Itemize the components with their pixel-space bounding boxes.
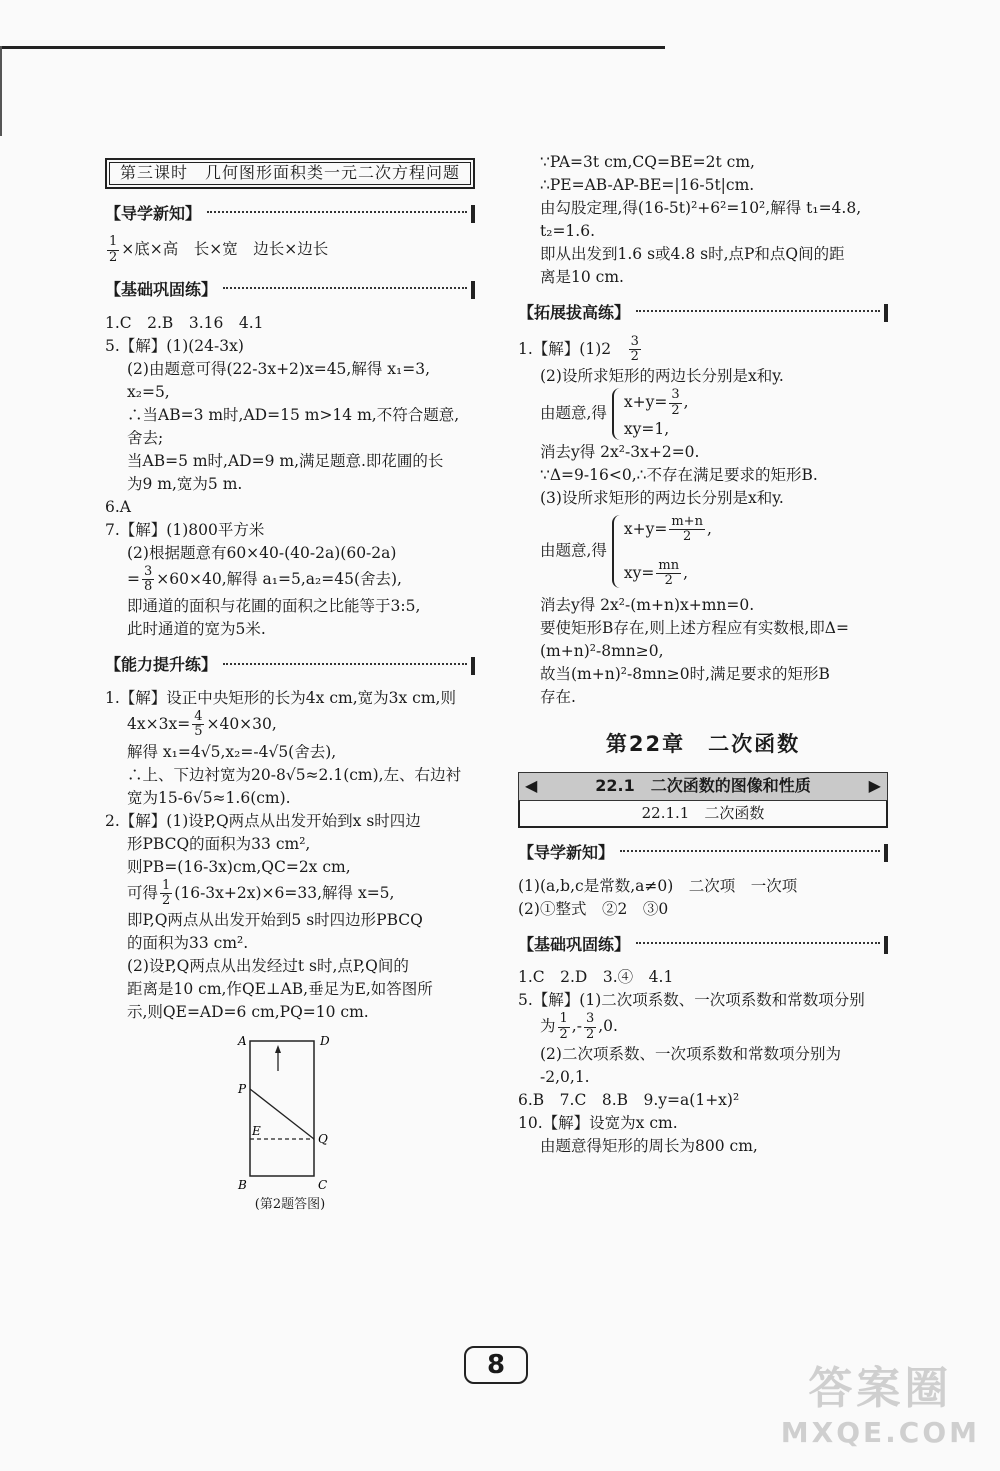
lesson-title: 第三课时 几何图形面积类一元二次方程问题	[105, 158, 475, 189]
equation-system: x+y= $\frac{m+n}{2}$ , xy= $\frac{mn}{2}$ ,	[612, 515, 712, 588]
label-P: P	[238, 1082, 247, 1097]
section-header-basic	[105, 279, 475, 302]
subsection-title: 22.1.1 二次函数	[518, 801, 888, 828]
page-number: 8	[464, 1346, 528, 1384]
figure-caption: (第2题答图)	[254, 1197, 326, 1213]
answer-line: 10.【解】设宽为x cm.	[518, 1113, 678, 1132]
answer-line: (3)设所求矩形的两边长分别是x和y.	[540, 488, 784, 507]
answer-line: 由题意得矩形的周长为800 cm,	[540, 1136, 758, 1155]
rectangle-diagram	[190, 1031, 390, 1196]
section-header-ability	[105, 654, 475, 677]
banner-title: 22.1 二次函数的图像和性质	[595, 775, 811, 795]
section-label: 【基础巩固练】	[518, 934, 631, 954]
watermark-logo: 答案圈 MXQE.COM	[780, 1363, 980, 1449]
answer-line: ∵Δ=9-16<0,∴不存在满足要求的矩形B.	[540, 465, 818, 484]
right-column	[518, 150, 888, 1158]
answer-line: ∴PE=AB-AP-BE=|16-5t|cm.	[540, 176, 755, 194]
fraction: $\frac{3}{8}$	[144, 563, 153, 595]
answer-line: 消去y得 2x²-3x+2=0.	[540, 442, 700, 461]
label-A: A	[238, 1034, 247, 1049]
equation-system: x+y= $\frac{3}{2}$ , xy=1,	[612, 388, 689, 440]
arrow-right-icon: ▶	[868, 775, 881, 795]
answer-line: 为9 m,宽为5 m.	[127, 474, 243, 493]
fraction: $\frac{1}{2}$	[162, 877, 171, 908]
fraction: $\frac{4}{5}$	[194, 709, 203, 740]
answer-line: 即从出发到1.6 s或4.8 s时,点P和点Q间的距	[540, 245, 845, 263]
top-rule	[0, 46, 665, 49]
answer-line: 则PB=(16-3x)cm,QC=2x cm,	[127, 857, 351, 876]
arrow-left-icon: ◀	[525, 775, 538, 795]
answer-line: 7.【解】(1)800平方米	[105, 520, 265, 539]
answer-line: 宽为15-6√5≈1.6(cm).	[127, 788, 291, 807]
fraction: $\frac{1}{2}$	[109, 234, 118, 265]
answer-line: (1)(a,b,c是常数,a≠0) 二次项 一次项	[518, 876, 798, 895]
answer-line: 6.A	[105, 497, 131, 516]
answer-line: -2,0,1.	[540, 1067, 590, 1086]
answer-line: 存在.	[540, 688, 576, 707]
answer-line: 消去y得 2x²-(m+n)x+mn=0.	[540, 596, 755, 615]
fraction: $\frac{3}{2}$	[585, 1011, 595, 1042]
answer-line: 1.【解】设正中央矩形的长为4x cm,宽为3x cm,则	[105, 689, 456, 708]
answer-line: 距离是10 cm,作QE⊥AB,垂足为E,如答图所	[127, 980, 433, 999]
fraction: $\frac{3}{2}$	[671, 387, 680, 418]
answer-line: 1.【解】(1)2 $\frac{3}{2}$	[518, 333, 639, 365]
section-label: 【拓展拔高练】	[518, 303, 631, 322]
answer-line: 故当(m+n)²-8mn≥0时,满足要求的矩形B	[540, 665, 830, 684]
answer-line: 由题意,得 x+y= $\frac{m+n}{2}$ , xy= $\frac{mn}{2}$ ,	[540, 513, 712, 588]
answer-line: (m+n)²-8mn≥0,	[540, 642, 664, 661]
section-label: 【导学新知】	[518, 842, 615, 862]
answer-line: 的面积为33 cm².	[127, 934, 249, 953]
guide-answer: $\frac{1}{2}$ ×底×高 长×宽 边长×边长	[109, 234, 329, 265]
label-D: D	[320, 1034, 330, 1049]
left-column	[105, 158, 475, 1215]
section-banner	[518, 772, 888, 801]
label-E: E	[252, 1124, 261, 1139]
fraction: $\frac{m+n}{2}$	[671, 513, 703, 545]
label-B: B	[238, 1178, 247, 1193]
fraction: $\frac{mn}{2}$	[658, 557, 680, 588]
answer-line: 要使矩形B存在,则上述方程应有实数根,即Δ=	[540, 619, 849, 638]
answer-line: (2)由题意可得(22-3x+2)x=45,解得 x₁=3,	[127, 359, 430, 378]
answer-line: 1.C 2.B 3.16 4.1	[105, 313, 264, 332]
answer-line: 由题意,得 x+y= $\frac{3}{2}$ , xy=1,	[540, 387, 689, 438]
answer-line: ∴上、下边衬宽为20-8√5≈2.1(cm),左、右边衬	[127, 765, 462, 784]
section-label: 【能力提升练】	[105, 655, 218, 675]
answer-line: 5.【解】(1)(24-3x)	[105, 336, 244, 355]
answer-line: 5.【解】(1)二次项系数、一次项系数和常数项分别	[518, 991, 865, 1010]
section-header-guide-2	[518, 842, 888, 865]
answer-line: t₂=1.6.	[540, 222, 596, 240]
section-header-basic-2	[518, 934, 888, 957]
section-label: 【导学新知】	[105, 203, 202, 223]
answer-line: (2)设所求矩形的两边长分别是x和y.	[540, 367, 784, 386]
chapter-title: 第22章 二次函数	[605, 732, 801, 757]
answer-line: (2)根据题意有60×40-(40-2a)(60-2a)	[127, 543, 397, 562]
answer-line: ∵PA=3t cm,CQ=BE=2t cm,	[540, 153, 755, 171]
answer-line: 4x×3x= $\frac{4}{5}$ ×40×30,	[127, 709, 277, 740]
answer-line: 1.C 2.D 3.④ 4.1	[518, 968, 674, 987]
answer-line: 可得 $\frac{1}{2}$ (16-3x+2x)×6=33,解得 x=5,	[127, 877, 395, 908]
answer-line: 示,则QE=AD=6 cm,PQ=10 cm.	[127, 1003, 369, 1022]
fraction: $\frac{3}{2}$	[630, 333, 639, 365]
answer-line: 6.B 7.C 8.B 9.y=a(1+x)²	[518, 1090, 740, 1109]
answer-line: 解得 x₁=4√5,x₂=-4√5(舍去),	[127, 742, 337, 761]
answer-line: 当AB=5 m时,AD=9 m,满足题意.即花圃的长	[127, 451, 444, 470]
answer-line: 即通道的面积与花圃的面积之比能等于3:5,	[127, 597, 421, 616]
answer-line: 此时通道的宽为5米.	[127, 620, 266, 639]
answer-line: 2.【解】(1)设P,Q两点从出发开始到x s时四边	[105, 811, 421, 830]
fraction: $\frac{1}{2}$	[559, 1011, 568, 1042]
label-C: C	[318, 1178, 328, 1193]
answer-line: (2)①整式 ②2 ③0	[518, 899, 669, 918]
answer-line: 即P,Q两点从出发开始到5 s时四边形PBCQ	[127, 911, 423, 930]
answer-line: 由勾股定理,得(16-5t)²+6²=10²,解得 t₁=4.8,	[540, 199, 862, 217]
section-header-extension	[518, 302, 888, 325]
geometry-figure	[190, 1031, 390, 1196]
answer-line: 舍去;	[127, 428, 164, 447]
answer-line: 为 $\frac{1}{2}$ ,- $\frac{3}{2}$ ,0.	[540, 1011, 618, 1042]
label-Q: Q	[318, 1132, 328, 1147]
section-label: 【基础巩固练】	[105, 280, 218, 300]
answer-line: = $\frac{3}{8}$ ×60×40,解得 a₁=5,a₂=45(舍去),	[127, 563, 402, 595]
answer-line: x₂=5,	[127, 382, 170, 401]
answer-line: (2)设P,Q两点从出发经过t s时,点P,Q间的	[127, 957, 409, 976]
answer-line: 离是10 cm.	[540, 268, 624, 286]
left-rule	[0, 46, 2, 136]
answer-line: ∴当AB=3 m时,AD=15 m>14 m,不符合题意,	[127, 405, 460, 424]
answer-line: (2)二次项系数、一次项系数和常数项分别为	[540, 1044, 841, 1063]
section-header-guide	[105, 203, 475, 226]
answer-line: 形PBCQ的面积为33 cm²,	[127, 834, 311, 853]
